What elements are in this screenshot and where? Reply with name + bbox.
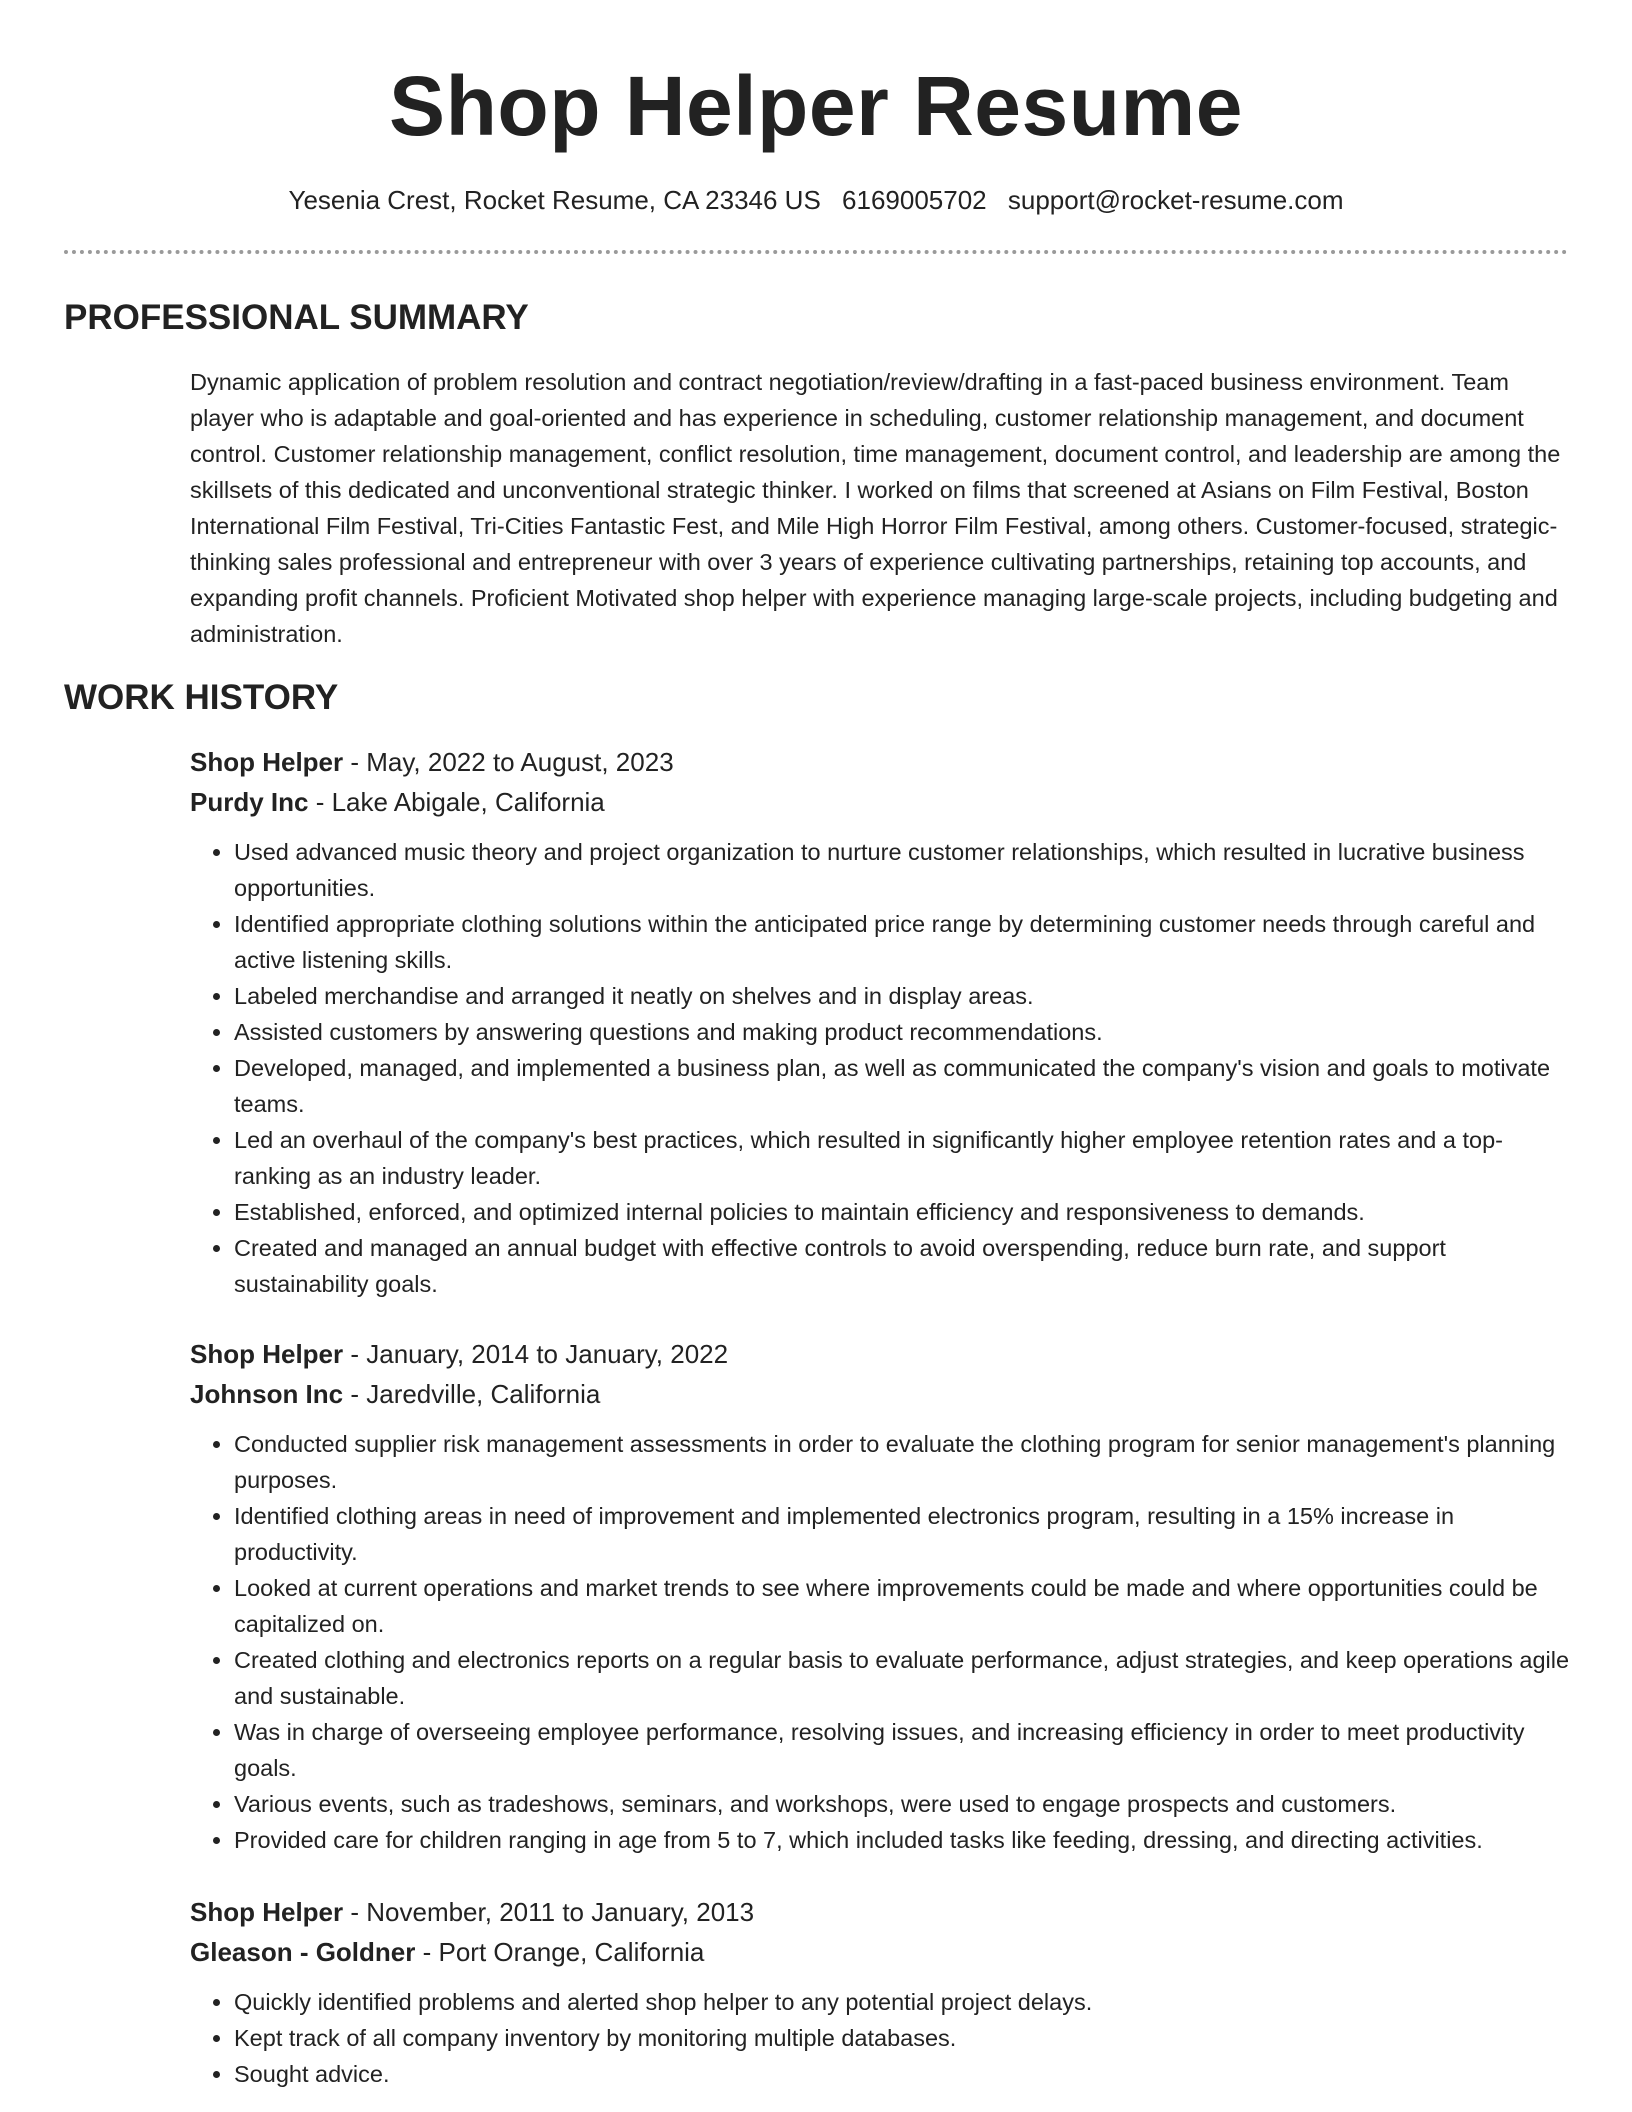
job-bullets <box>190 1426 1570 1858</box>
header-divider <box>64 250 1568 254</box>
job-title: Shop Helper <box>190 1897 344 1927</box>
list-item: • Led an overhaul of the company's best practices, which resulted in significantly higher employee retention rates and a top-ranking as an industry leader. <box>234 1122 1570 1194</box>
list-item: • Looked at current operations and market trends to see where improvements could be made and where opportunities could be capitalized on. <box>234 1570 1570 1642</box>
list-item: • Created and managed an annual budget with effective controls to avoid overspending, reduce burn rate, and support sustainability goals. <box>234 1230 1570 1302</box>
job-dates: - January, 2014 to January, 2022 <box>343 1339 729 1369</box>
job-company-line <box>190 1374 1570 1414</box>
job-location: - Jaredville, California <box>343 1379 601 1409</box>
job-company: Gleason - Goldner <box>190 1937 416 1967</box>
list-item: • Identified appropriate clothing solutions within the anticipated price range by determining customer needs through careful and active listening skills. <box>234 906 1570 978</box>
job-company-line <box>190 782 1570 822</box>
list-item: • Various events, such as tradeshows, seminars, and workshops, were used to engage prospects and customers. <box>234 1786 1570 1822</box>
contact-address: Yesenia Crest, Rocket Resume, CA 23346 US <box>288 185 821 215</box>
job-title-line <box>190 1334 1570 1374</box>
job-title: Shop Helper <box>190 747 344 777</box>
job-location: - Port Orange, California <box>415 1937 705 1967</box>
job-entry <box>190 1334 1570 1858</box>
list-item: • Kept track of all company inventory by monitoring multiple databases. <box>234 2020 1570 2056</box>
job-title-line <box>190 742 1570 782</box>
job-company-line <box>190 1932 1570 1972</box>
job-title-line <box>190 1892 1570 1932</box>
summary-text: Dynamic application of problem resolution and contract negotiation/review/drafting in a fast-paced business environment. Team player who is adaptable and goal-oriented and has experience in scheduling, customer relationship management, and document control. Customer relationship management, conflict resolution, time management, document control, and leadership are among the skillsets of this dedicated and unconventional strategic thinker. I worked on films that screened at Asians on Film Festival, Boston International Film Festival, Tri-Cities Fantastic Fest, and Mile High Horror Film Festival, among others. Customer-focused, strategic-thinking sales professional and entrepreneur with over 3 years of experience cultivating partnerships, retaining top accounts, and expanding profit channels. Proficient Motivated shop helper with experience managing large-scale projects, including budgeting and administration. <box>190 369 1561 647</box>
job-entry <box>190 1892 1570 2092</box>
resume-title: Shop Helper Resume <box>389 59 1243 153</box>
job-entry <box>190 742 1570 1302</box>
list-item: • Created clothing and electronics reports on a regular basis to evaluate performance, adjust strategies, and keep operations agile and sustainable. <box>234 1642 1570 1714</box>
job-dates: - November, 2011 to January, 2013 <box>343 1897 755 1927</box>
list-item: • Was in charge of overseeing employee performance, resolving issues, and increasing efficiency in order to meet productivity goals. <box>234 1714 1570 1786</box>
list-item: • Established, enforced, and optimized internal policies to maintain efficiency and responsiveness to demands. <box>234 1194 1570 1230</box>
work-history-heading: WORK HISTORY <box>64 678 339 717</box>
list-item: • Sought advice. <box>234 2056 1570 2092</box>
list-item: • Assisted customers by answering questions and making product recommendations. <box>234 1014 1570 1050</box>
summary-heading: PROFESSIONAL SUMMARY <box>64 298 529 337</box>
list-item: • Identified clothing areas in need of improvement and implemented electronics program, resulting in a 15% increase in productivity. <box>234 1498 1570 1570</box>
job-dates: - May, 2022 to August, 2023 <box>343 747 674 777</box>
list-item: • Provided care for children ranging in age from 5 to 7, which included tasks like feeding, dressing, and directing activities. <box>234 1822 1570 1858</box>
job-company: Purdy Inc <box>190 787 309 817</box>
job-title: Shop Helper <box>190 1339 344 1369</box>
job-location: - Lake Abigale, California <box>308 787 605 817</box>
list-item: • Conducted supplier risk management assessments in order to evaluate the clothing program for senior management's planning purposes. <box>234 1426 1570 1498</box>
list-item: • Developed, managed, and implemented a business plan, as well as communicated the company's vision and goals to motivate teams. <box>234 1050 1570 1122</box>
job-bullets <box>190 1984 1570 2092</box>
list-item: • Quickly identified problems and alerted shop helper to any potential project delays. <box>234 1984 1570 2020</box>
contact-email: support@rocket-resume.com <box>1007 185 1344 215</box>
contact-phone: 6169005702 <box>842 185 987 215</box>
contact-line <box>64 182 1568 218</box>
job-bullets <box>190 834 1570 1302</box>
list-item: • Used advanced music theory and project organization to nurture customer relationships, which resulted in lucrative business opportunities. <box>234 834 1570 906</box>
job-company: Johnson Inc <box>190 1379 344 1409</box>
list-item: • Labeled merchandise and arranged it neatly on shelves and in display areas. <box>234 978 1570 1014</box>
